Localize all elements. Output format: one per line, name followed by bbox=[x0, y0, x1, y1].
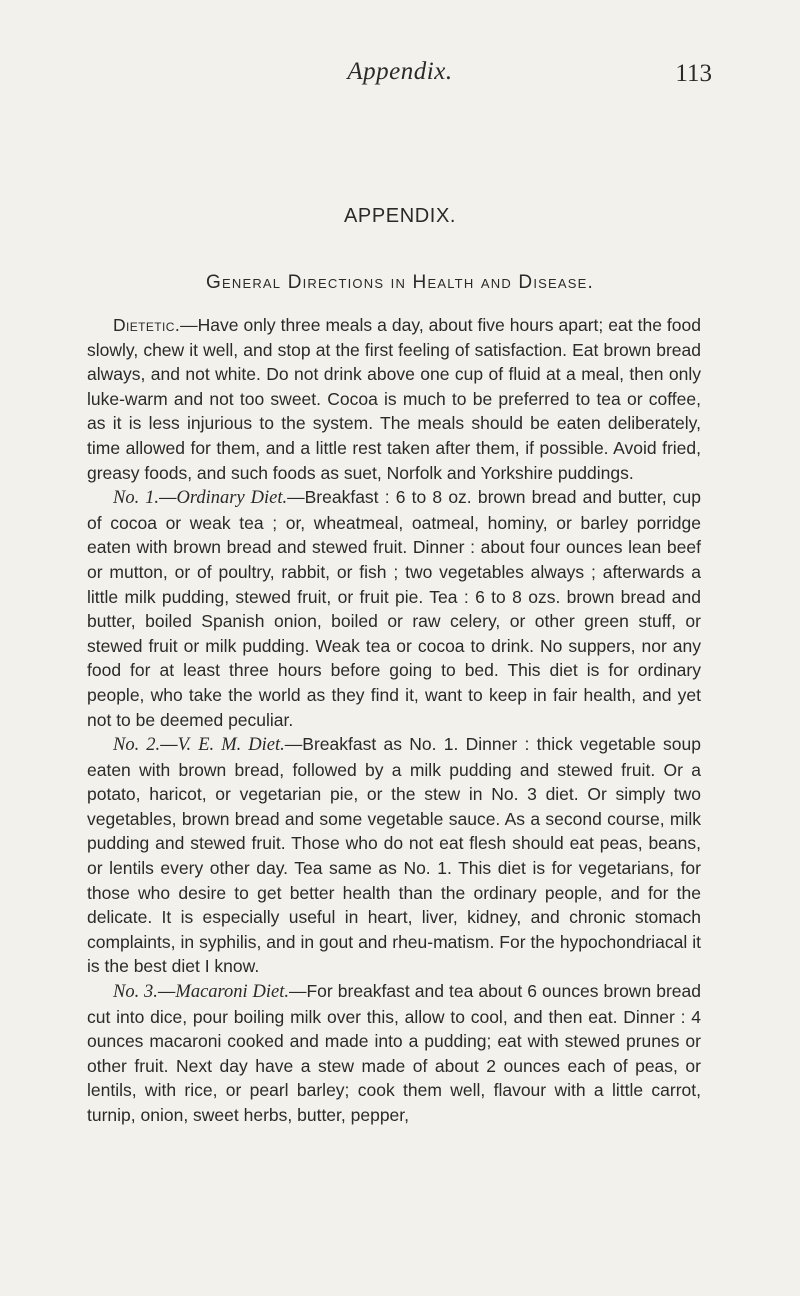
paragraph-text: —Breakfast : 6 to 8 oz. brown bread and butter, cup of cocoa or weak tea ; or, wheatmeal, oatmeal, hominy, or barley porridge eaten with brown bread and stewed fruit. Dinner : about four ounces lean beef or mutton, or of poultry, rabbit, or fish ; two vegetables always ; afterwards a little milk pudding, stewed fruit, or fruit pie. Tea : 6 to 8 ozs. brown bread and butter, boiled Spanish onion, boiled or raw celery, or other green stuff, or stewed fruit or milk pudding. Weak tea or cocoa to drink. No suppers, nor any food for at least three hours before going to bed. This diet is for ordinary people, who take the world as they find it, want to keep in fair health, and yet not to be deemed peculiar. bbox=[87, 487, 702, 730]
paragraph-text: —For breakfast and tea about 6 ounces brown bread cut into dice, pour boiling milk over this, allow to cool, and then eat. Dinner : 4 ounces macaroni cooked and made into a pudding; eat with stewed prunes or other fruit. Next day have a stew made of about 2 ounces each of peas, or lentils, with rice, or pearl barley; cook them well, flavour with a little carrot, turnip, onion, sweet herbs, butter, pepper, bbox=[87, 981, 701, 1125]
paragraph-diet-3 bbox=[87, 979, 701, 1128]
paragraph-lead: Dietetic. bbox=[113, 315, 181, 335]
page-number: 113 bbox=[675, 60, 712, 87]
paragraph-diet-1 bbox=[87, 485, 701, 732]
section-title: General Directions in Health and Disease. bbox=[206, 272, 594, 293]
diet-number: No. 2. bbox=[113, 735, 161, 756]
paragraph-diet-2 bbox=[87, 732, 701, 979]
body-text bbox=[87, 313, 701, 1128]
diet-name: Macaroni Diet. bbox=[175, 982, 289, 1003]
diet-dash: — bbox=[160, 734, 178, 755]
paragraph-text: —Breakfast as No. 1. Dinner : thick vegetable soup eaten with brown bread, followed by a milk pudding and stewed fruit. Or a potato, haricot, or vegetarian pie, or the stew in No. 3 diet. Or simply two vegetables, brown bread and some vegetable sauce. As a second course, milk pudding and stewed fruit. Those who do not eat flesh should eat peas, beans, or lentils every other day. Tea same as No. 1. This diet is for vegetarians, for those who desire to get better health than the ordinary people, and for the delicate. It is especially useful in heart, liver, kidney, and chronic stomach complaints, in syphilis, and in gout and rheu-matism. For the hypochondriacal it is the best diet I know. bbox=[87, 734, 701, 977]
diet-dash: — bbox=[159, 487, 177, 508]
diet-dash: — bbox=[157, 981, 176, 1002]
paragraph-dietetic bbox=[87, 313, 701, 485]
diet-name: Ordinary Diet. bbox=[176, 488, 288, 509]
running-head bbox=[0, 58, 800, 98]
diet-number: No. 3. bbox=[113, 982, 158, 1003]
running-title: Appendix. bbox=[347, 58, 453, 85]
diet-name: V. E. M. Diet. bbox=[177, 735, 285, 756]
paragraph-text: —Have only three meals a day, about five hours apart; eat the food slowly, chew it well, and stop at the first feeling of satisfaction. Eat brown bread always, and not white. Do not drink above one cup of fluid at a meal, then only luke-warm and not too sweet. Cocoa is much to be preferred to tea or coffee, as it is less injurious to the system. The meals should be eaten deliberately, time allowed for them, and a little rest taken after them, if possible. Avoid fried, greasy foods, and such foods as suet, Norfolk and Yorkshire puddings. bbox=[87, 315, 701, 483]
diet-number: No. 1. bbox=[113, 488, 160, 509]
appendix-title: APPENDIX. bbox=[343, 205, 457, 227]
